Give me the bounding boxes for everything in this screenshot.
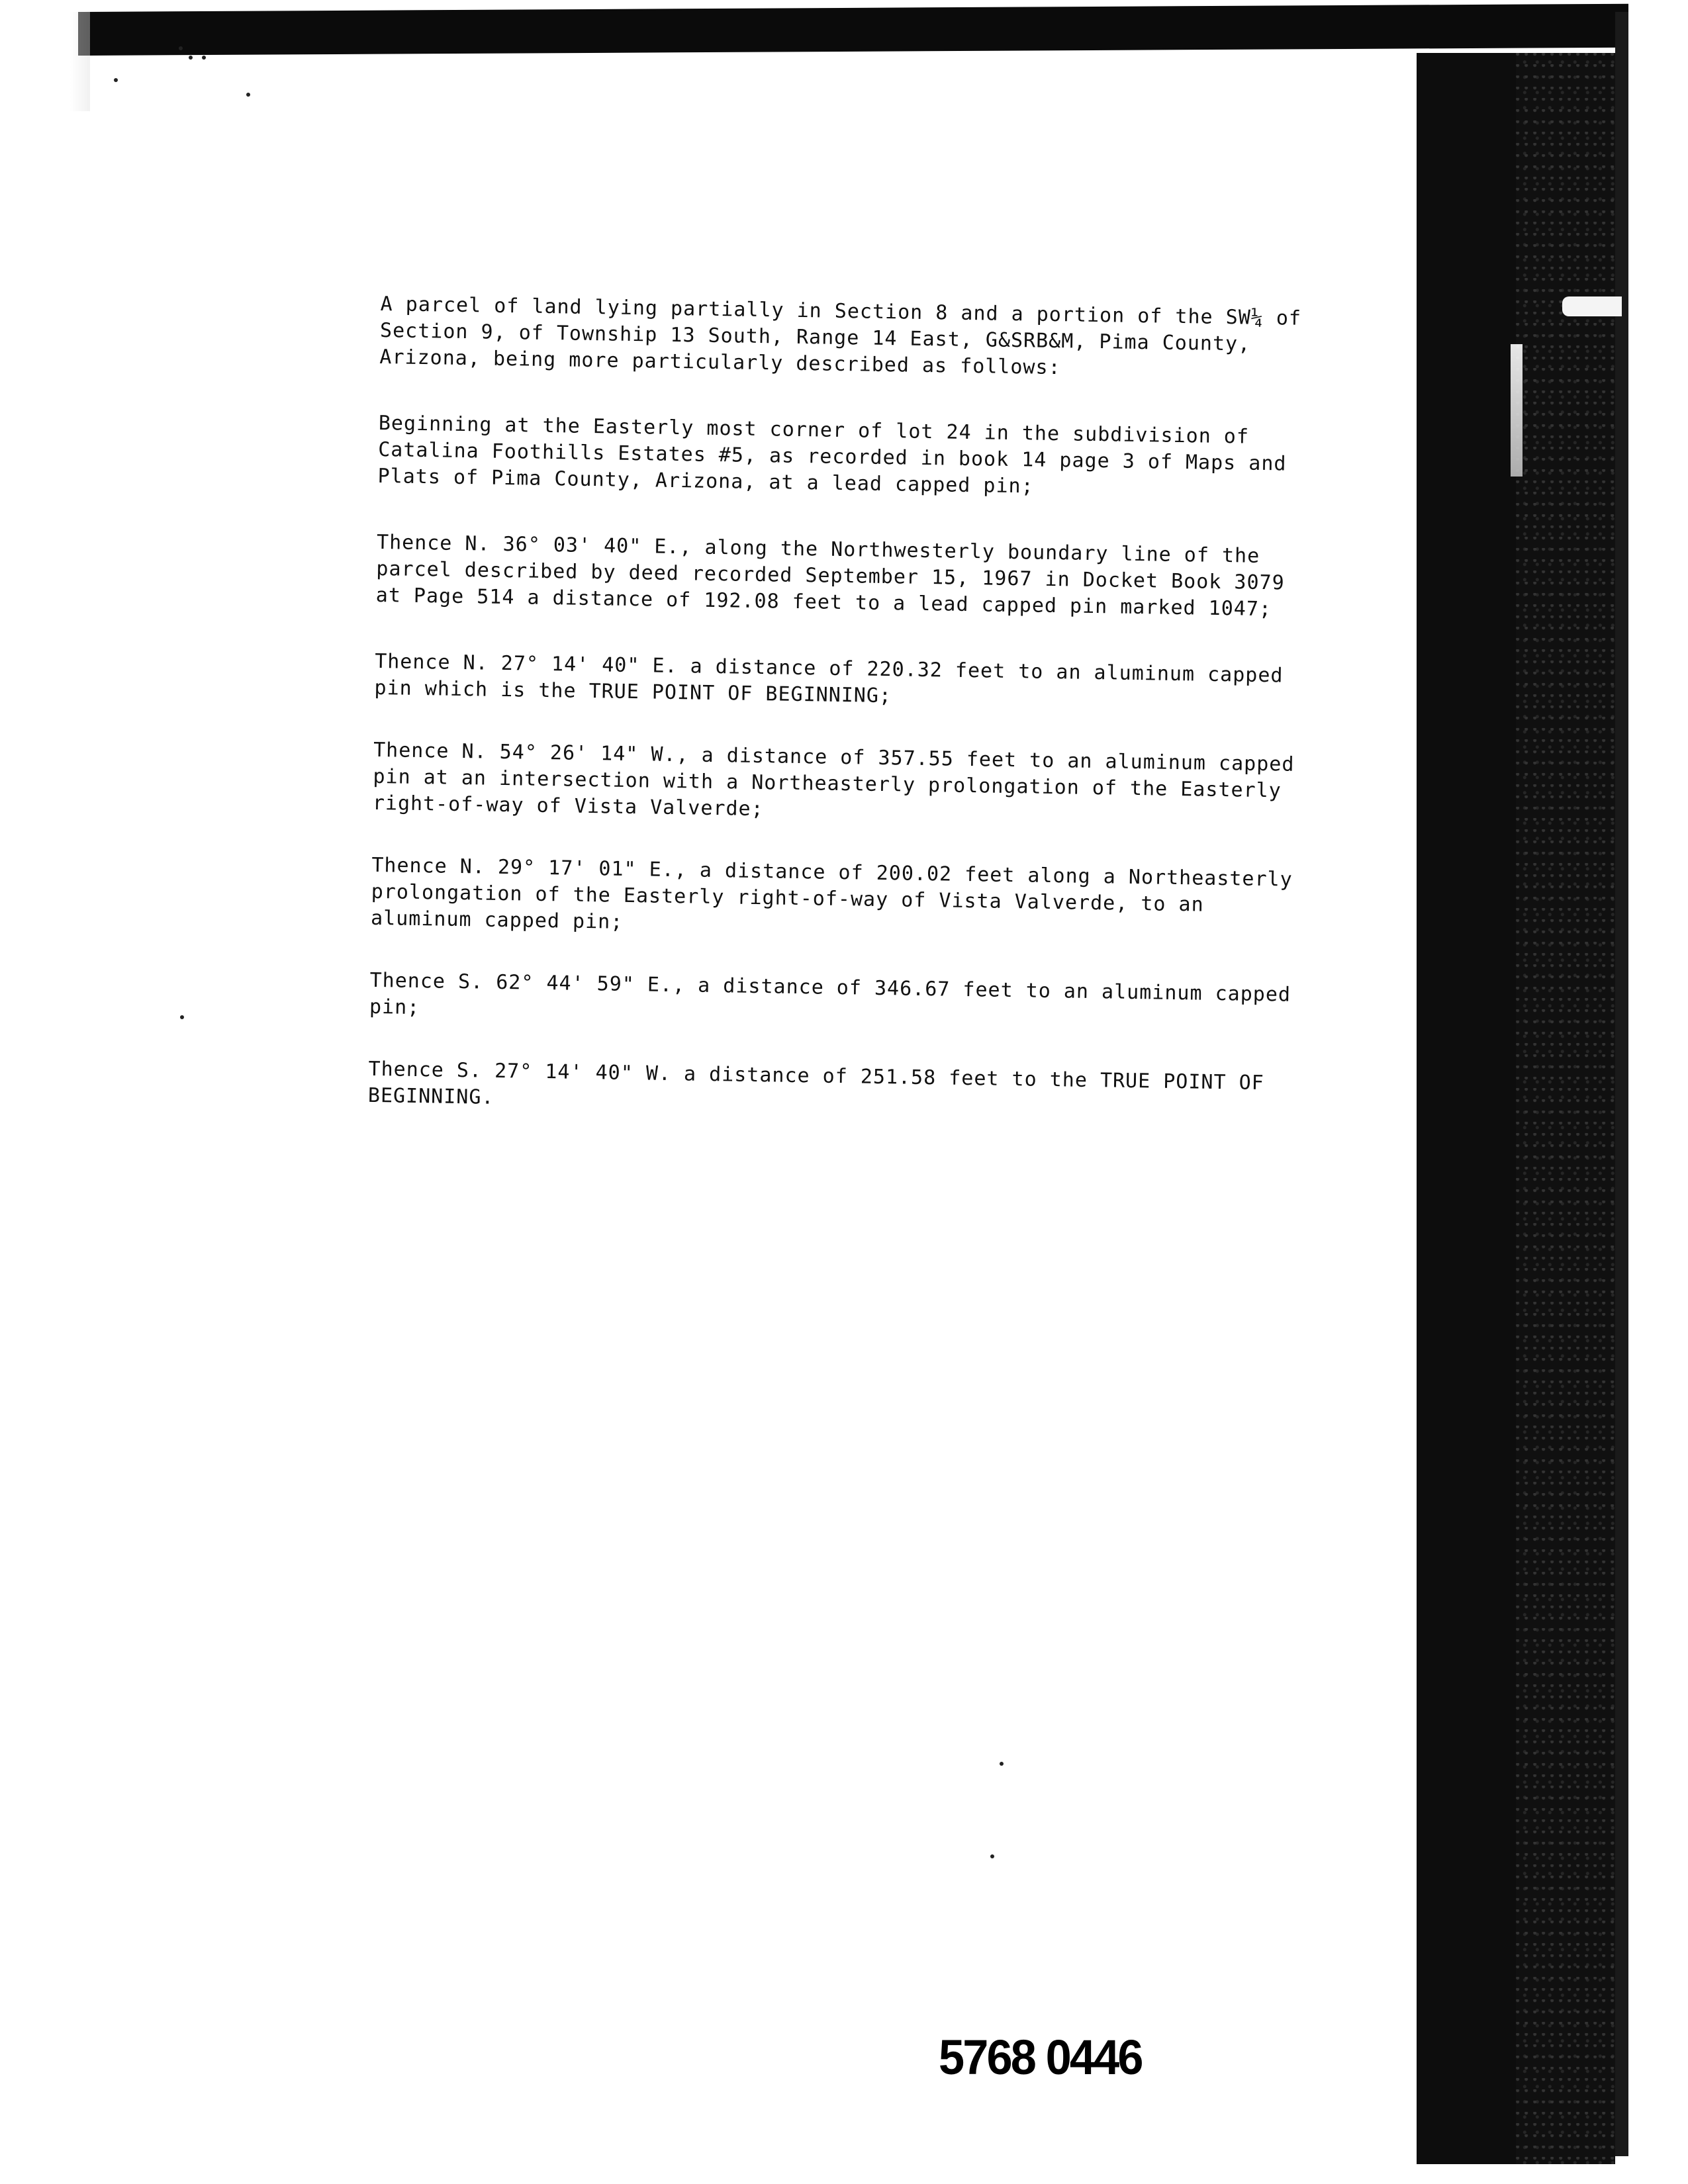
speck [202,56,206,60]
scan-right-noise [1516,53,1615,2164]
recording-stamp: 5768 0446 [939,2030,1142,2085]
speck [189,56,193,60]
speck [990,1854,994,1858]
scan-right-edge [1615,12,1628,2156]
speck [180,1015,184,1019]
speck [246,93,250,97]
paragraph-course-1: Thence N. 36° 03' 40" E., along the Northwesterly boundary line of the parcel described by deed recorded September 15, 1967 in Docket Book 3079 at Page 514 a distance of 192.08 feet to a lead capped pin marked 1047; [375,530,1285,621]
speck [1000,1762,1004,1766]
paragraph-course-2: Thence N. 27° 14' 40" E. a distance of 220.32 feet to an aluminum capped pin which is the TRUE POINT OF BEGINNING; [374,649,1284,708]
speck [114,78,118,82]
paragraph-parcel-intro: A parcel of land lying partially in Section 8 and a portion of the SW¼ of Section 9, of Township 13 South, Range 14 East, G&SRB&M, Pima County, Arizona, being more particularly described as follows: [379,292,1302,380]
paragraph-course-5: Thence S. 62° 44' 59" E., a distance of 346.67 feet to an aluminum capped pin; [369,968,1291,1020]
scan-outer-margin [1628,0,1688,2184]
paragraph-course-3: Thence N. 54° 26' 14" W., a distance of 357.55 feet to an aluminum capped pin at an intersection with a Northeasterly prolongation of the Easterly right-of-way of Vista Valverde; [372,738,1295,821]
paragraph-course-6: Thence S. 27° 14' 40" W. a distance of 251.58 feet to the TRUE POINT OF BEGINNING. [367,1057,1265,1109]
scan-light-notch [1562,296,1622,316]
paragraph-course-4: Thence N. 29° 17' 01" E., a distance of 200.02 feet along a Northeasterly prolongation of the Easterly right-of-way of Vista Valverde, to an aluminum capped pin; [370,853,1293,934]
legal-description [367,291,1321,1160]
paragraph-beginning: Beginning at the Easterly most corner of lot 24 in the subdivision of Catalina Foothills Estates #5, as recorded in book 14 page 3 of Maps and Plats of Pima County, Arizona, at a lead capped pin; [377,411,1287,498]
scan-left-shadow [70,12,90,111]
speck [179,46,183,50]
scan-light-streak [1511,344,1523,477]
scan-top-border [78,4,1628,56]
